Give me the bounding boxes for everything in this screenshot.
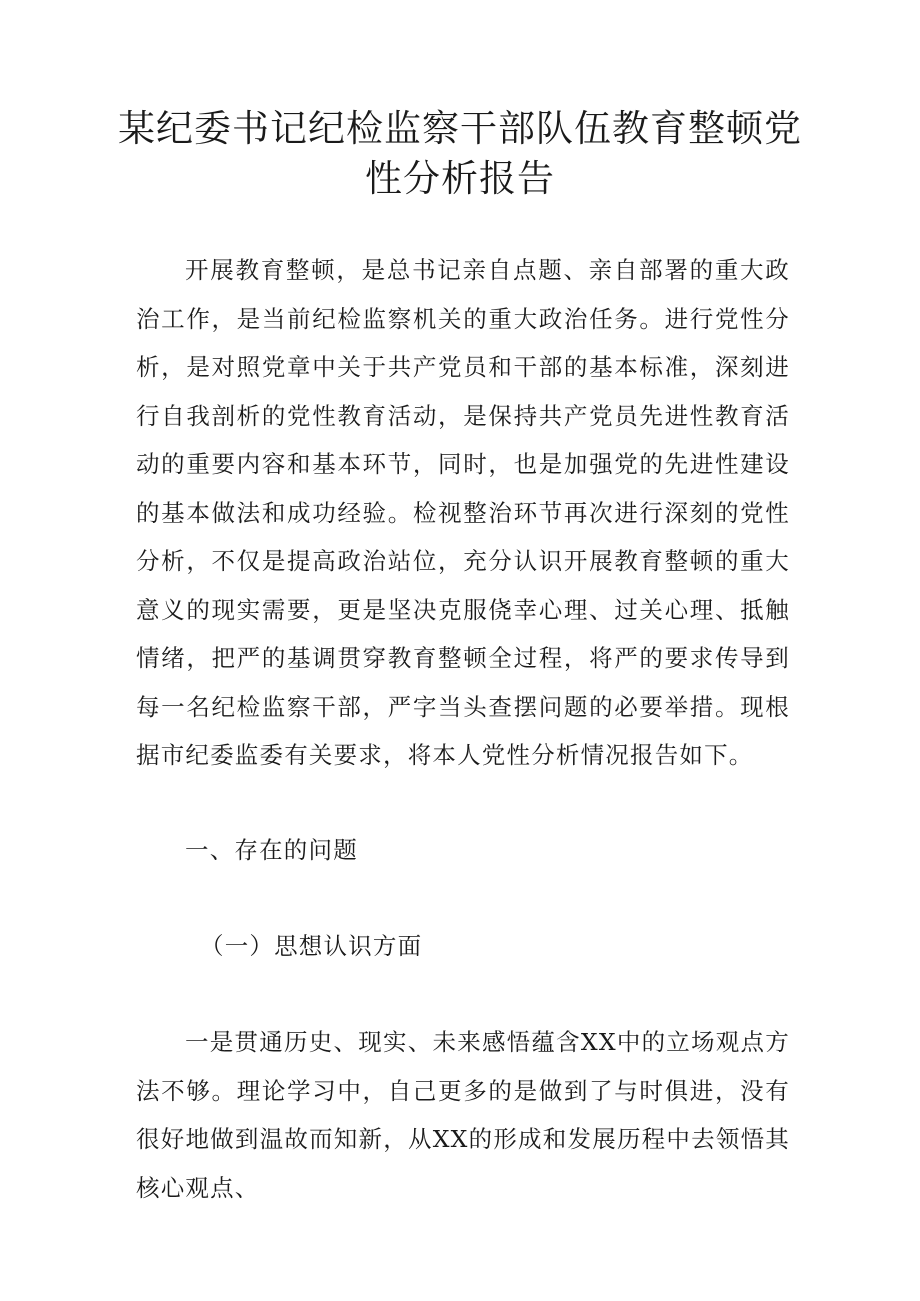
title-line-2: 性分析报告 <box>365 157 555 200</box>
section-heading: 一、存在的问题 <box>185 836 358 864</box>
title-line-1: 某纪委书记纪检监察干部队伍教育整顿党 <box>118 107 802 150</box>
body-paragraph: 一是贯通历史、现实、未来感悟蕴含XX中的立场观点方法不够。理论学习中，自己更多的是做到了与时俱进，没有很好地做到温故而知新，从XX的形成和发展历程中去领悟其核心观点、 <box>136 1028 790 1202</box>
document-title <box>100 104 820 204</box>
intro-paragraph: 开展教育整顿，是总书记亲自点题、亲自部署的重大政治工作，是当前纪检监察机关的重大政治任务。进行党性分析，是对照党章中关于共产党员和干部的基本标准，深刻进行自我剖析的党性教育活动，是保持共产党员先进性教育活动的重要内容和基本环节，同时，也是加强党的先进性建设的基本做法和成功经验。检视整治环节再次进行深刻的党性分析，不仅是提高政治站位，充分认识开展教育整顿的重大意义的现实需要，更是坚决克服侥幸心理、过关心理、抵触情绪，把严的基调贯穿教育整顿全过程，将严的要求传导到每一名纪检监察干部，严字当头查摆问题的必要举措。现根据市纪委监委有关要求，将本人党性分析情况报告如下。 <box>136 256 790 769</box>
subsection-heading: （一）思想认识方面 <box>200 932 423 960</box>
